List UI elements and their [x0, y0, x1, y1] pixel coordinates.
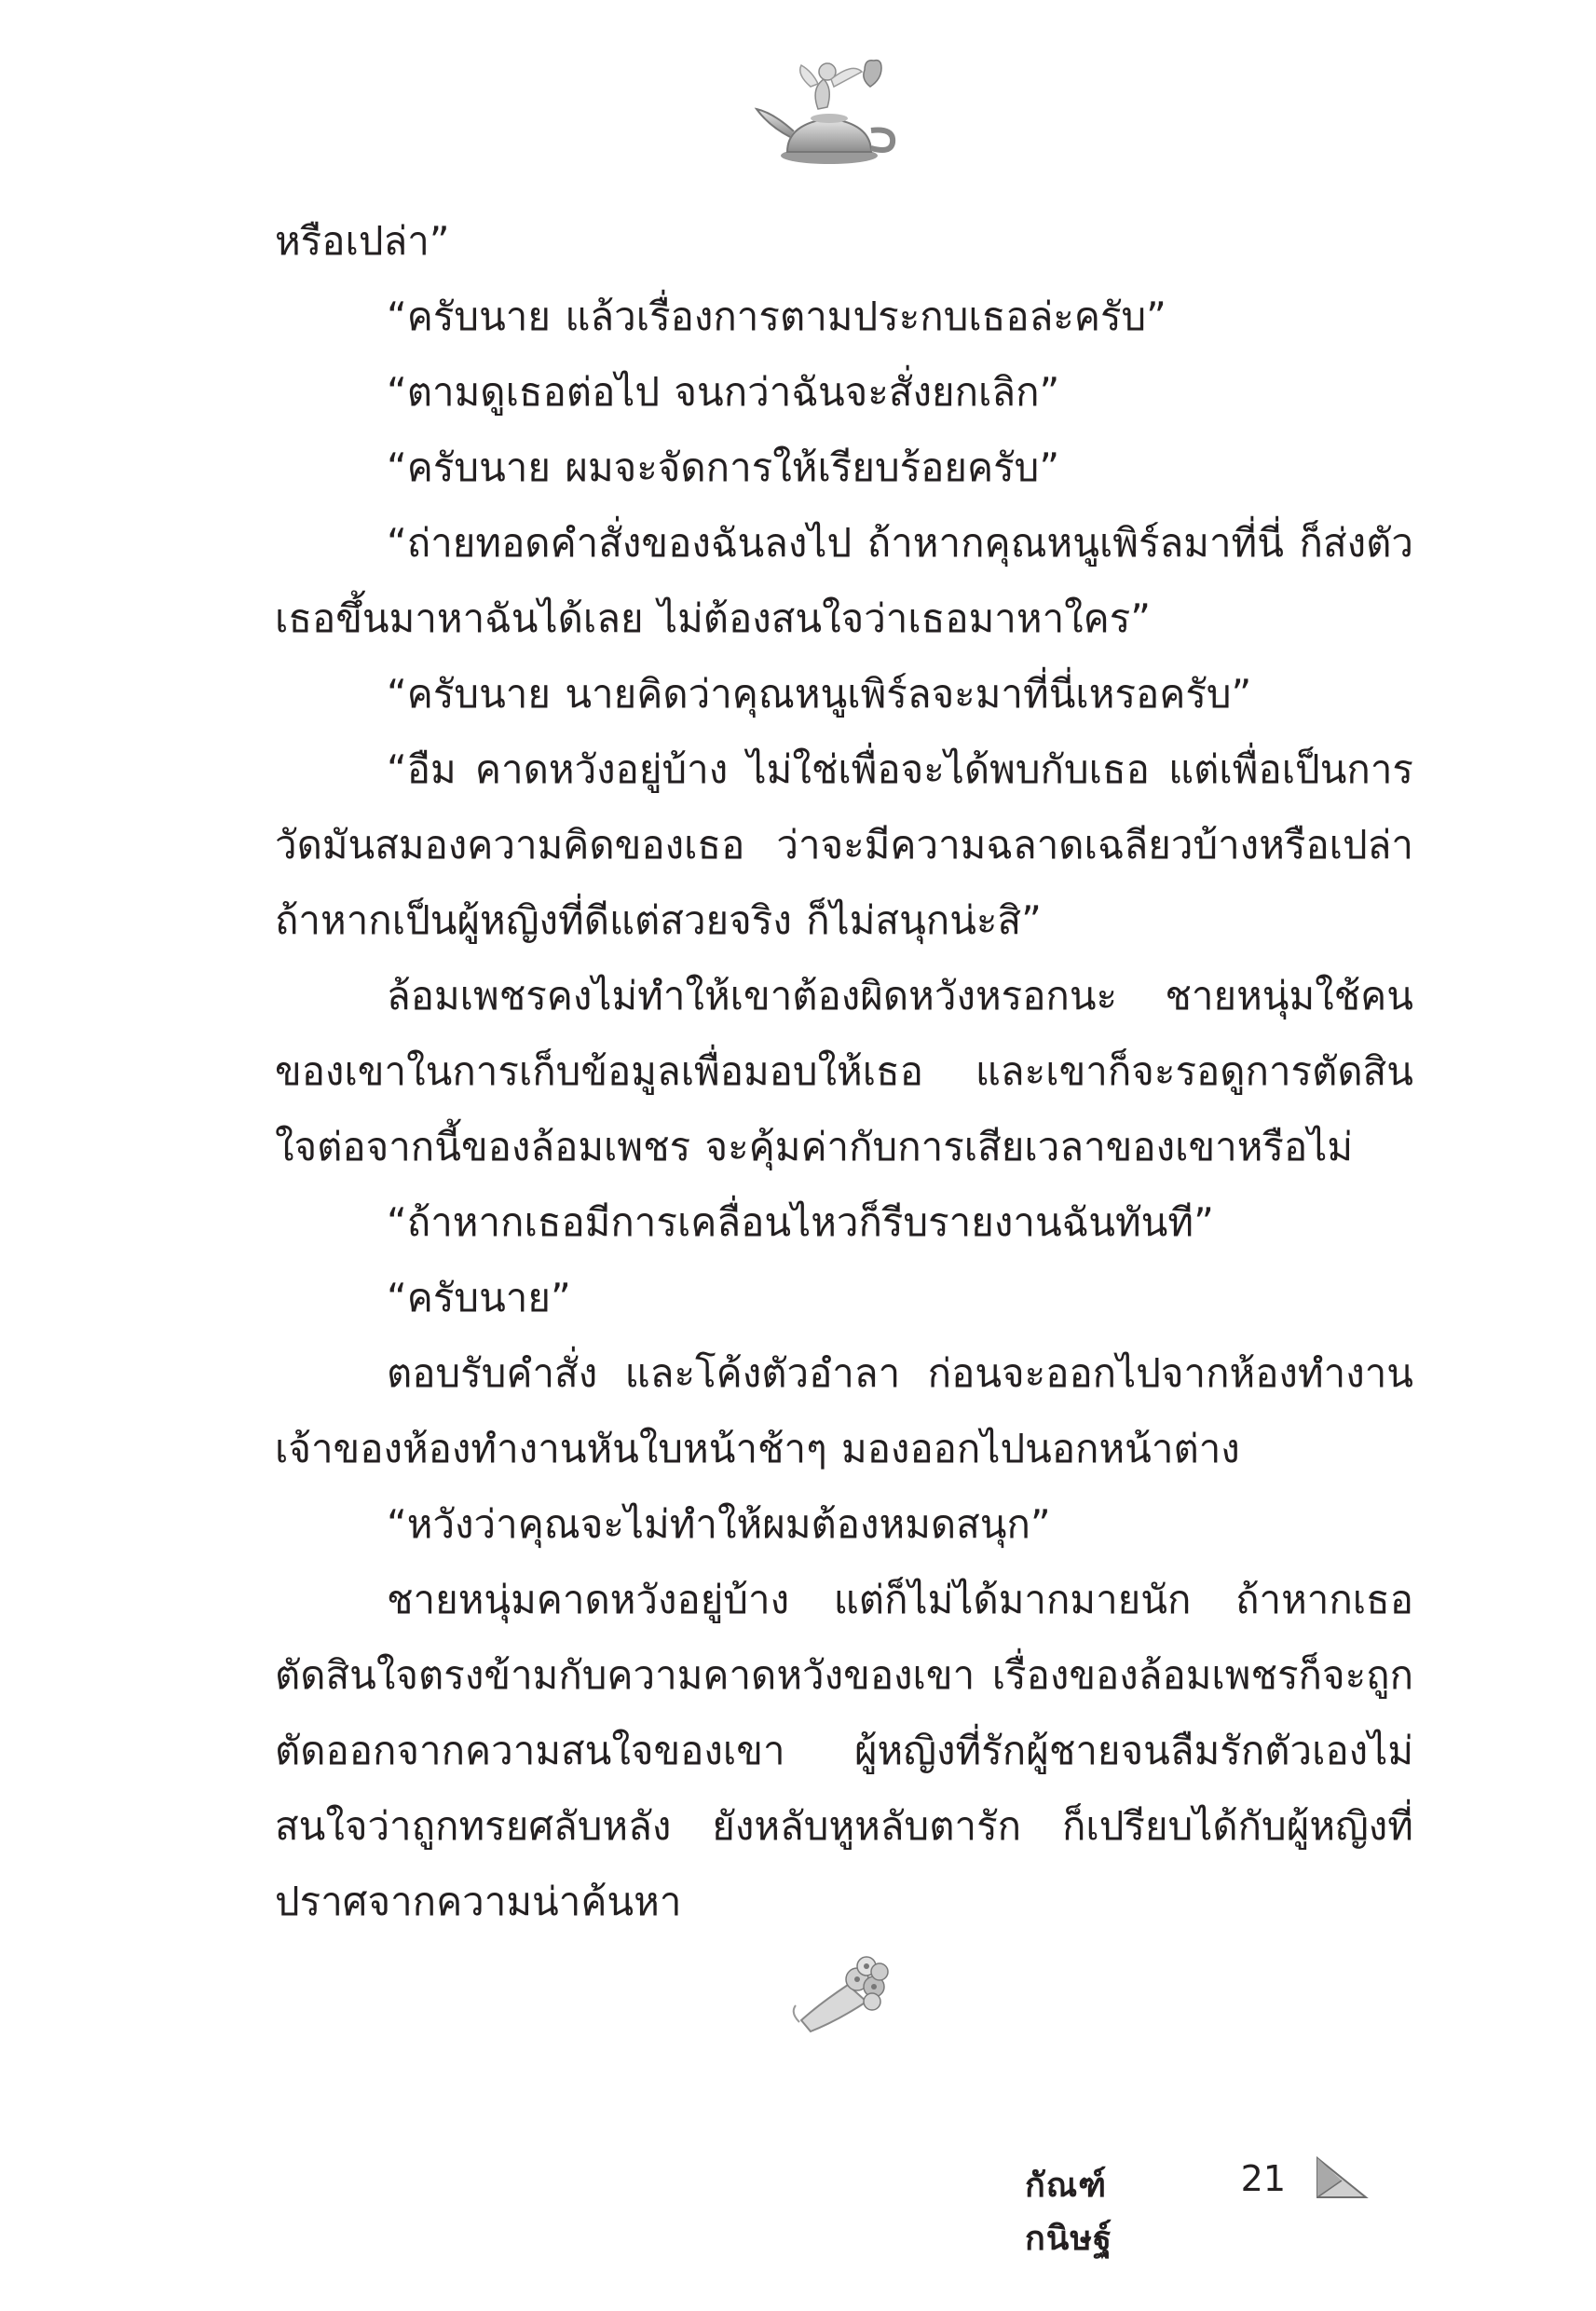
paragraph-6: “ครับนาย นายคิดว่าคุณหนูเพิร์ลจะมาที่นี่เหรอครับ”	[387, 671, 1252, 717]
teapot-cupid-ornament-icon	[745, 51, 913, 172]
book-title: กัณฑ์กนิษฐ์	[1025, 2167, 1112, 2258]
paragraph-9: “ถ้าหากเธอมีการเคลื่อนไหวก็รีบรายงานฉันทันที”	[387, 1199, 1214, 1245]
page-number: 21	[1240, 2158, 1286, 2199]
paragraph-1: หรือเปล่า”	[275, 218, 450, 264]
flower-bouquet-icon	[783, 1948, 904, 2041]
page-footer	[1025, 2151, 1416, 2258]
diamond-icon	[1314, 2154, 1370, 2203]
body-text	[275, 203, 1413, 1939]
paragraph-5: “ถ่ายทอดคำสั่งของฉันลงไป ถ้าหากคุณหนูเพิร์ลมาที่นี่ ก็ส่งตัวเธอขึ้นมาหาฉันได้เลย ไม่ต้องสนใจว่าเธอมาหาใคร”	[275, 520, 1413, 641]
paragraph-13: ชายหนุ่มคาดหวังอยู่บ้าง แต่ก็ไม่ได้มากมายนัก ถ้าหากเธอตัดสินใจตรงข้ามกับความคาดหวังของเขา เรื่องของล้อมเพชรก็จะถูกตัดออกจากความสนใจของเขา ผู้หญิงที่รักผู้ชายจนลืมรักตัวเองไม่สนใจว่าถูกทรยศลับหลัง ยังหลับหูหลับตารัก ก็เปรียบได้กับผู้หญิงที่ปราศจากความน่าค้นหา	[275, 1577, 1413, 1924]
paragraph-12: “หวังว่าคุณจะไม่ทำให้ผมต้องหมดสนุก”	[387, 1501, 1051, 1547]
paragraph-11: ตอบรับคำสั่ง และโค้งตัวอำลา ก่อนจะออกไปจากห้องทำงานเจ้าของห้องทำงานหันใบหน้าช้าๆ มองออกไปนอกหน้าต่าง	[275, 1350, 1413, 1471]
paragraph-10: “ครับนาย”	[387, 1275, 571, 1320]
paragraph-3: “ตามดูเธอต่อไป จนกว่าฉันจะสั่งยกเลิก”	[387, 369, 1060, 415]
paragraph-8: ล้อมเพชรคงไม่ทำให้เขาต้องผิดหวังหรอกนะ ชายหนุ่มใช้คนของเขาในการเก็บข้อมูลเพื่อมอบให้เธอ และเขาก็จะรอดูการตัดสินใจต่อจากนี้ของล้อมเพชร จะคุ้มค่ากับการเสียเวลาของเขาหรือไม่	[275, 973, 1413, 1169]
paragraph-7: “อืม คาดหวังอยู่บ้าง ไม่ใช่เพื่อจะได้พบกับเธอ แต่เพื่อเป็นการวัดมันสมองความคิดของเธอ ว่าจะมีความฉลาดเฉลียวบ้างหรือเปล่า ถ้าหากเป็นผู้หญิงที่ดีแต่สวยจริง ก็ไม่สนุกน่ะสิ”	[275, 746, 1413, 943]
paragraph-4: “ครับนาย ผมจะจัดการให้เรียบร้อยครับ”	[387, 444, 1060, 490]
paragraph-2: “ครับนาย แล้วเรื่องการตามประกบเธอล่ะครับ”	[387, 294, 1166, 339]
